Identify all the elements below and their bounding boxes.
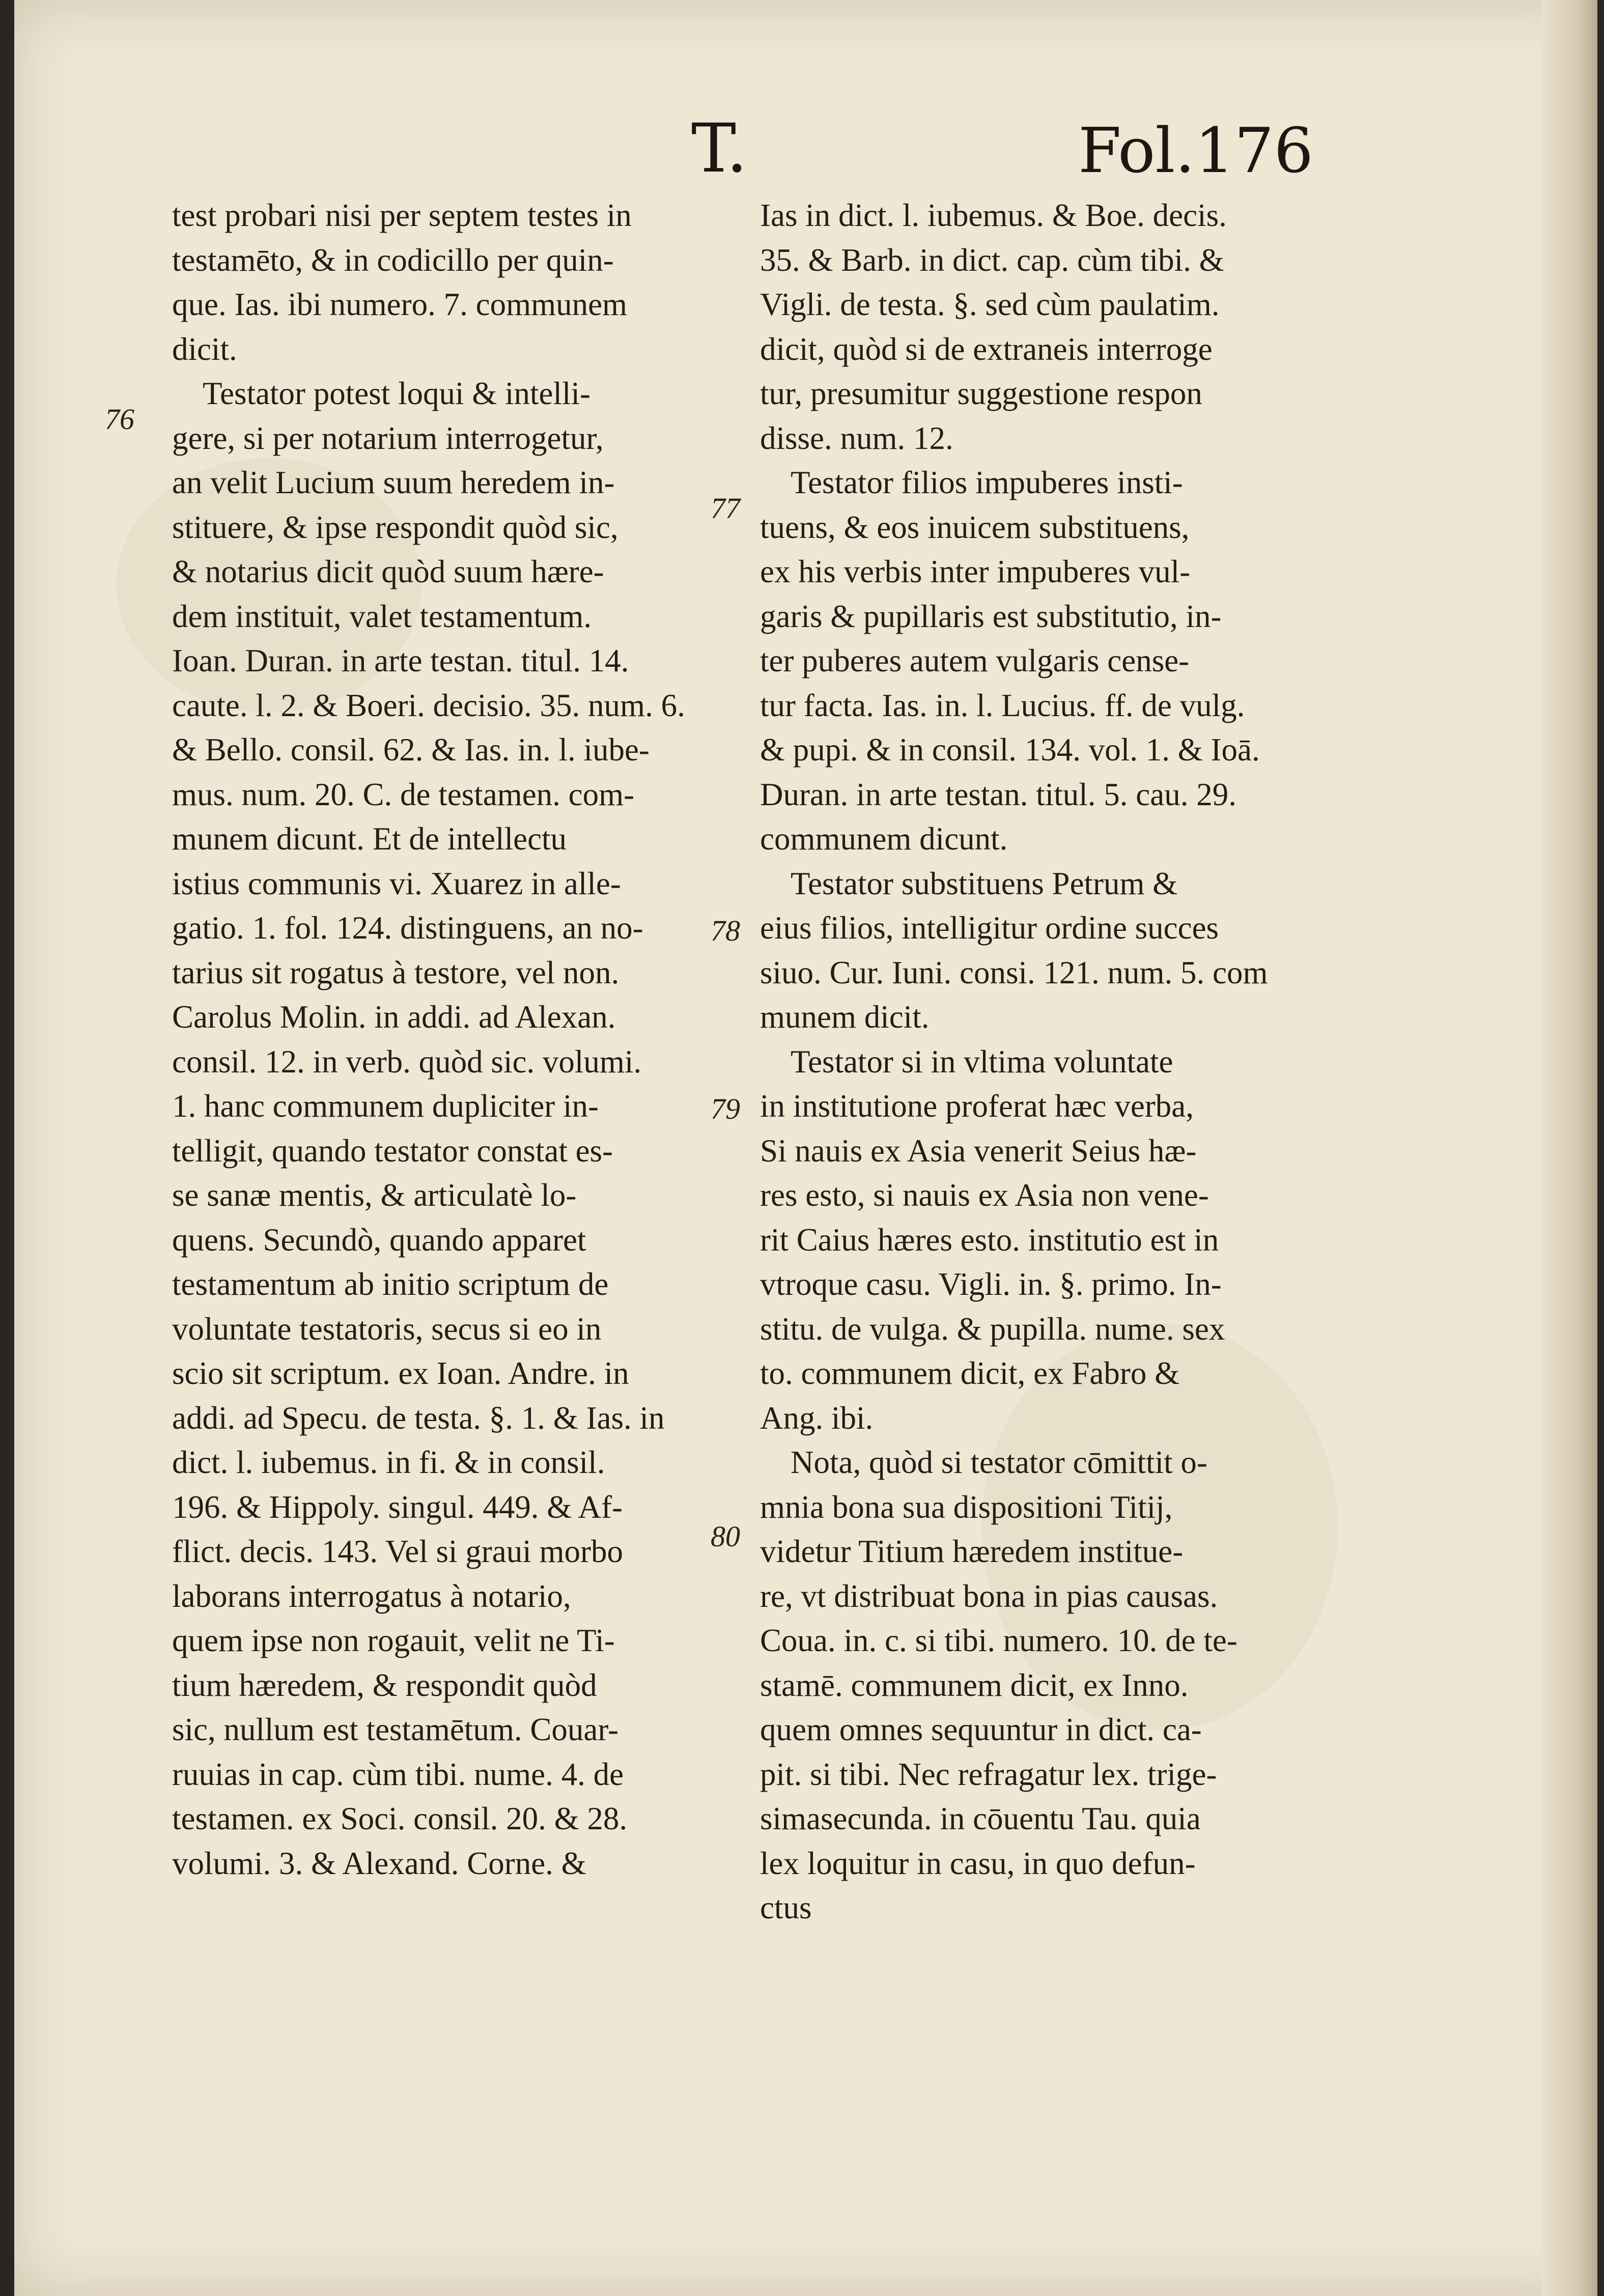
text-line: testamentum ab initio scriptum de xyxy=(172,1266,609,1302)
text-line: istius communis vi. Xuarez in alle- xyxy=(172,865,621,901)
text-line: Ias in dict. l. iubemus. & Boe. decis. xyxy=(760,197,1227,233)
text-line: & notarius dicit quòd suum hære- xyxy=(172,554,604,589)
text-line: dicit, quòd si de extraneis interroge xyxy=(760,331,1213,367)
folio-number: Fol.176 xyxy=(1078,115,1314,187)
margin-number-76: 76 xyxy=(105,403,134,436)
text-line: stamē. communem dicit, ex Inno. xyxy=(760,1667,1189,1703)
text-line: eius filios, intelligitur ordine succes xyxy=(760,910,1219,946)
text-line: garis & pupillaris est substitutio, in- xyxy=(760,598,1222,634)
text-line: Testator si in vltima voluntate xyxy=(791,1043,1173,1080)
text-line: siuo. Cur. Iuni. consi. 121. num. 5. com xyxy=(760,954,1268,990)
text-line: dem instituit, valet testamentum. xyxy=(172,598,592,634)
text-line: & Bello. consil. 62. & Ias. in. l. iube- xyxy=(172,732,650,768)
text-line: Ioan. Duran. in arte testan. titul. 14. xyxy=(172,643,629,678)
text-line: dicit. xyxy=(172,331,237,367)
text-line: an velit Lucium suum heredem in- xyxy=(172,465,615,500)
text-line: re, vt distribuat bona in pias causas. xyxy=(760,1578,1218,1614)
text-line: Testator potest loqui & intelli- xyxy=(203,376,590,411)
text-line: stitu. de vulga. & pupilla. nume. sex xyxy=(760,1311,1225,1347)
text-line: tur facta. Ias. in. l. Lucius. ff. de vulg. xyxy=(760,687,1245,723)
text-line: se sanæ mentis, & articulatè lo- xyxy=(172,1177,577,1213)
text-line: in institutione proferat hæc verba, xyxy=(760,1088,1194,1124)
text-line: caute. l. 2. & Boeri. decisio. 35. num. 6. xyxy=(172,687,685,723)
text-line: volumi. 3. & Alexand. Corne. & xyxy=(172,1845,586,1881)
text-line: Ang. ibi. xyxy=(760,1400,874,1436)
text-line: testamēto, & in codicillo per quin- xyxy=(172,242,614,278)
text-line: videtur Titium hæredem institue- xyxy=(760,1534,1184,1569)
text-line: ex his verbis inter impuberes vul- xyxy=(760,554,1191,589)
text-line: tuens, & eos inuicem substituens, xyxy=(760,509,1190,545)
text-line: & pupi. & in consil. 134. vol. 1. & Ioā. xyxy=(760,732,1260,768)
text-line: Coua. in. c. si tibi. numero. 10. de te- xyxy=(760,1623,1237,1658)
text-line: Duran. in arte testan. titul. 5. cau. 29. xyxy=(760,776,1236,812)
text-line: ruuias in cap. cùm tibi. nume. 4. de xyxy=(172,1756,624,1792)
text-line: ter puberes autem vulgaris cense- xyxy=(760,643,1190,678)
text-line: 196. & Hippoly. singul. 449. & Af- xyxy=(172,1489,623,1525)
text-line: 1. hanc communem dupliciter in- xyxy=(172,1088,599,1124)
text-line: testamen. ex Soci. consil. 20. & 28. xyxy=(172,1801,628,1836)
text-line: Nota, quòd si testator cōmittit o- xyxy=(791,1444,1207,1480)
text-line: laborans interrogatus à notario, xyxy=(172,1578,571,1614)
text-line: stituere, & ipse respondit quòd sic, xyxy=(172,509,618,545)
text-line: disse. num. 12. xyxy=(760,420,953,456)
text-line: que. Ias. ibi numero. 7. communem xyxy=(172,287,628,322)
text-line: communem dicunt. xyxy=(760,821,1008,857)
text-line: mus. num. 20. C. de testamen. com- xyxy=(172,776,635,812)
text-line: munem dicit. xyxy=(760,999,930,1035)
text-line: simasecunda. in cōuentu Tau. quia xyxy=(760,1801,1201,1836)
text-line: to. communem dicit, ex Fabro & xyxy=(760,1355,1180,1391)
text-line: tium hæredem, & respondit quòd xyxy=(172,1667,597,1703)
text-line: rit Caius hæres esto. institutio est in xyxy=(760,1222,1219,1258)
margin-number-80: 80 xyxy=(711,1520,740,1553)
text-line: res esto, si nauis ex Asia non vene- xyxy=(760,1177,1209,1213)
text-line: tarius sit rogatus à testore, vel non. xyxy=(172,954,620,990)
text-line: quem ipse non rogauit, velit ne Ti- xyxy=(172,1623,615,1658)
text-line: mnia bona sua dispositioni Titij, xyxy=(760,1489,1173,1525)
text-line: addi. ad Specu. de testa. §. 1. & Ias. in xyxy=(172,1400,665,1436)
text-line: vtroque casu. Vigli. in. §. primo. In- xyxy=(760,1266,1222,1302)
left-text-column xyxy=(172,193,691,1886)
text-line: ctus xyxy=(760,1890,812,1925)
margin-number-77: 77 xyxy=(711,492,740,525)
text-line: munem dicunt. Et de intellectu xyxy=(172,821,567,857)
text-line: quem omnes sequuntur in dict. ca- xyxy=(760,1712,1202,1747)
text-line: dict. l. iubemus. in fi. & in consil. xyxy=(172,1444,605,1480)
section-letter: T. xyxy=(691,109,748,188)
right-text-column xyxy=(760,193,1295,1931)
text-line: voluntate testatoris, secus si eo in xyxy=(172,1311,602,1347)
page-edge xyxy=(1541,0,1597,2296)
text-line: Carolus Molin. in addi. ad Alexan. xyxy=(172,999,616,1035)
text-line: scio sit scriptum. ex Ioan. Andre. in xyxy=(172,1355,629,1391)
text-line: lex loquitur in casu, in quo defun- xyxy=(760,1845,1196,1881)
book-page xyxy=(14,0,1597,2296)
text-line: test probari nisi per septem testes in xyxy=(172,197,632,233)
text-line: Si nauis ex Asia venerit Seius hæ- xyxy=(760,1132,1197,1169)
margin-number-78: 78 xyxy=(711,914,740,947)
text-line: 35. & Barb. in dict. cap. cùm tibi. & xyxy=(760,242,1224,278)
text-line: tur, presumitur suggestione respon xyxy=(760,376,1202,411)
text-line: quens. Secundò, quando apparet xyxy=(172,1222,586,1258)
text-line: consil. 12. in verb. quòd sic. volumi. xyxy=(172,1043,642,1080)
text-line: pit. si tibi. Nec refragatur lex. trige- xyxy=(760,1756,1217,1792)
margin-number-79: 79 xyxy=(711,1092,740,1125)
text-line: telligit, quando testator constat es- xyxy=(172,1132,613,1169)
text-line: Testator filios impuberes insti- xyxy=(791,465,1183,500)
text-line: flict. decis. 143. Vel si graui morbo xyxy=(172,1534,623,1569)
text-line: gatio. 1. fol. 124. distinguens, an no- xyxy=(172,910,643,946)
text-line: gere, si per notarium interrogetur, xyxy=(172,420,604,456)
running-head xyxy=(14,109,1597,201)
text-line: Testator substituens Petrum & xyxy=(791,865,1178,901)
text-line: sic, nullum est testamētum. Couar- xyxy=(172,1712,619,1747)
text-line: Vigli. de testa. §. sed cùm paulatim. xyxy=(760,287,1220,322)
